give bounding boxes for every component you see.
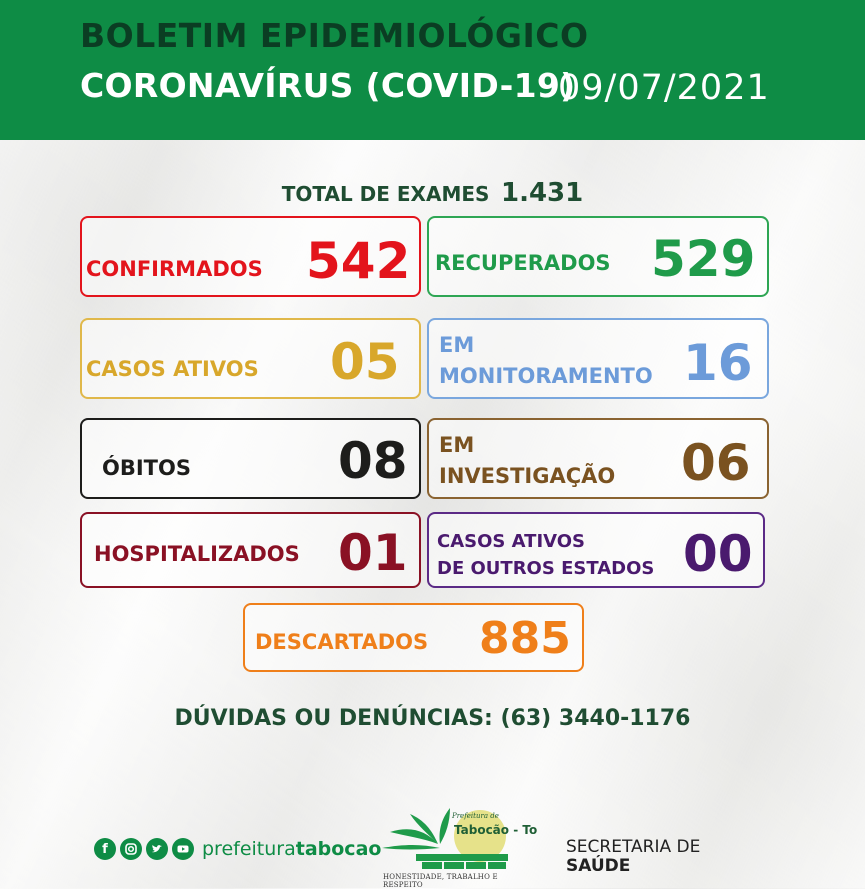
header-banner: [0, 0, 865, 140]
logo-motto: HONESTIDADE, TRABALHO E RESPEITO: [383, 873, 498, 889]
prefeitura-logo: [380, 800, 538, 884]
card-monitoramento-value: 16: [683, 334, 753, 392]
secretaria-line1: SECRETARIA DE: [566, 837, 701, 857]
logo-top-text: Prefeitura de: [452, 812, 499, 820]
card-recuperados-value: 529: [651, 230, 756, 288]
twitter-icon[interactable]: [146, 838, 168, 860]
social-handle-bold: tabocao: [295, 838, 382, 860]
secretaria-label: [566, 838, 700, 875]
card-confirmados-value: 542: [306, 232, 411, 290]
card-investigacao-value: 06: [681, 434, 751, 492]
card-obitos: [80, 418, 421, 499]
card-monitoramento-label-line1: EM: [439, 333, 475, 357]
social-handle-prefix: prefeitura: [202, 838, 296, 860]
bulletin-title: BOLETIM EPIDEMIOLÓGICO: [80, 16, 589, 55]
card-outros-estados: [427, 512, 765, 588]
total-exams-value: 1.431: [501, 178, 584, 208]
card-casos-ativos: [80, 318, 421, 399]
youtube-icon[interactable]: [172, 838, 194, 860]
card-descartados: [243, 603, 584, 672]
bulletin-subtitle: CORONAVÍRUS (COVID-19): [80, 66, 576, 105]
card-monitoramento-label-line2: MONITORAMENTO: [439, 364, 653, 388]
total-exams-label: TOTAL DE EXAMES: [281, 182, 490, 206]
facebook-icon[interactable]: f: [94, 838, 116, 860]
card-obitos-value: 08: [338, 432, 408, 490]
card-casos-ativos-label: CASOS ATIVOS: [86, 357, 259, 381]
card-outros-estados-label-line2: DE OUTROS ESTADOS: [437, 558, 655, 579]
card-hospitalizados: [80, 512, 421, 588]
contact-line: DÚVIDAS OU DENÚNCIAS: (63) 3440-1176: [174, 706, 691, 731]
card-outros-estados-value: 00: [683, 525, 753, 583]
card-monitoramento: [427, 318, 769, 399]
total-exams: [0, 178, 865, 208]
card-confirmados-label: CONFIRMADOS: [86, 257, 263, 281]
card-descartados-label: DESCARTADOS: [255, 630, 429, 654]
card-recuperados-label: RECUPERADOS: [435, 251, 611, 275]
card-descartados-value: 885: [479, 613, 571, 664]
card-outros-estados-label-line1: CASOS ATIVOS: [437, 531, 586, 552]
card-investigacao-label-line2: INVESTIGAÇÃO: [439, 464, 616, 488]
card-hospitalizados-value: 01: [338, 524, 408, 582]
card-investigacao-label-line1: EM: [439, 433, 475, 457]
social-handle[interactable]: [202, 838, 381, 860]
card-casos-ativos-value: 05: [330, 333, 400, 391]
social-links: [94, 838, 381, 860]
instagram-icon[interactable]: [120, 838, 142, 860]
secretaria-line2: SAÚDE: [566, 855, 631, 876]
card-obitos-label: ÓBITOS: [102, 456, 191, 480]
card-recuperados: [427, 216, 769, 297]
card-investigacao: [427, 418, 769, 499]
card-confirmados: [80, 216, 421, 297]
logo-name-text: Tabocão - To: [454, 823, 538, 837]
bulletin-date: 09/07/2021: [558, 68, 770, 108]
card-hospitalizados-label: HOSPITALIZADOS: [94, 542, 300, 566]
